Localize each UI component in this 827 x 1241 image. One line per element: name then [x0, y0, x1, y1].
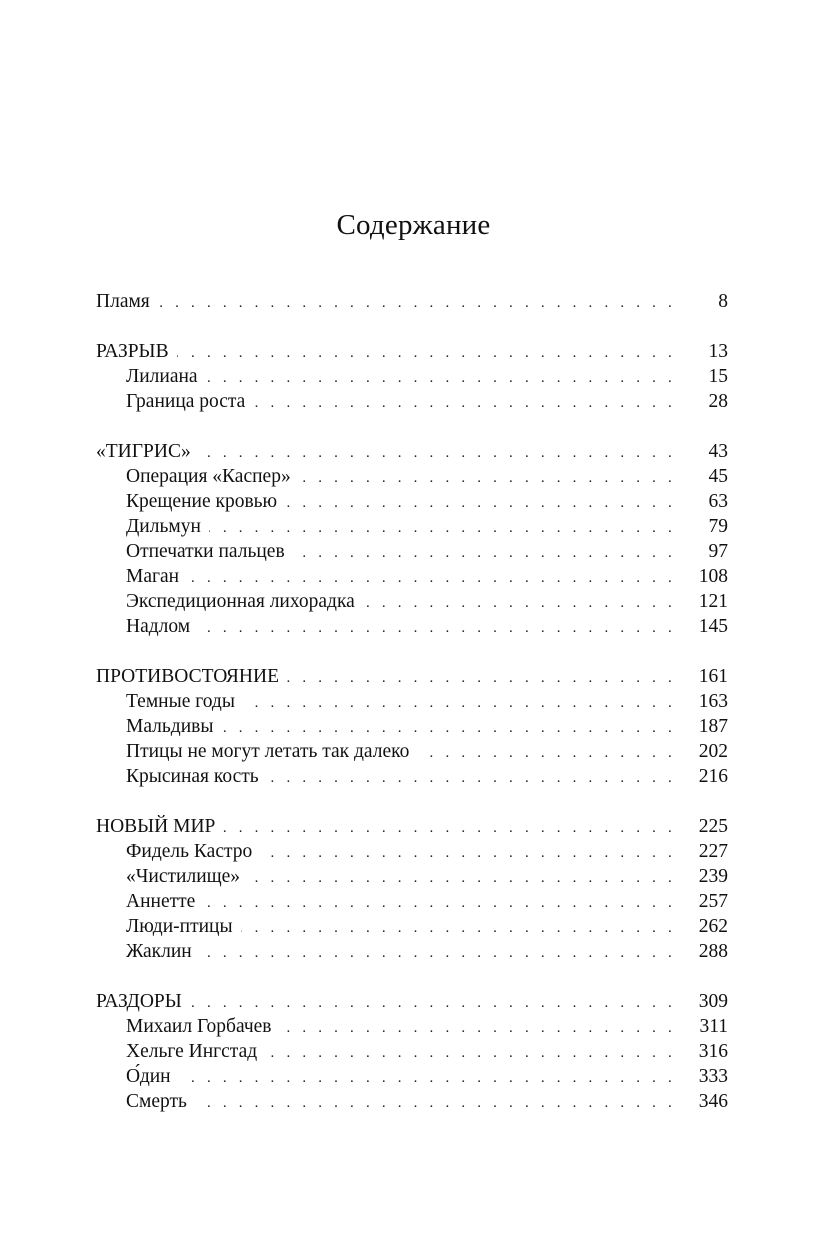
toc-entry-label: НОВЫЙ МИР — [96, 816, 216, 837]
toc-section — [96, 339, 728, 414]
toc-entry-label: Граница роста — [126, 391, 246, 412]
toc-subentry[interactable] — [96, 939, 728, 964]
toc-entry-label: Мальдивы — [126, 716, 214, 737]
page-title: Содержание — [336, 209, 491, 241]
toc-entry-label: Отпечатки пальцев — [126, 541, 285, 562]
toc-part-heading[interactable] — [96, 814, 728, 839]
dot-leader — [206, 366, 676, 391]
toc-entry-label: Хельге Ингстад — [126, 1041, 258, 1062]
toc-subentry[interactable] — [96, 564, 728, 589]
toc-subentry[interactable] — [96, 539, 728, 564]
dot-leader — [260, 841, 676, 866]
toc-entry-label: Птицы не могут летать так далеко — [126, 741, 410, 762]
toc-page-number: 346 — [698, 1091, 728, 1112]
toc-subentry[interactable] — [96, 864, 728, 889]
dot-leader — [267, 766, 676, 791]
toc-page-number: 63 — [708, 491, 728, 512]
toc-page-number: 309 — [698, 991, 728, 1012]
dot-leader — [293, 541, 676, 566]
toc-entry-label: О́дин — [126, 1066, 171, 1087]
toc-page-number: 202 — [698, 741, 728, 762]
toc-page-number: 28 — [708, 391, 728, 412]
toc-entry-label: Люди-птицы — [126, 916, 233, 937]
dot-leader — [209, 516, 676, 541]
toc-page-number: 97 — [708, 541, 728, 562]
toc-section — [96, 814, 728, 964]
toc-section — [96, 664, 728, 789]
toc-entry-label: РАЗДОРЫ — [96, 991, 182, 1012]
toc-subentry[interactable] — [96, 589, 728, 614]
toc-subentry[interactable] — [96, 839, 728, 864]
toc-entry-label: «Чистилище» — [126, 866, 241, 887]
toc-subentry[interactable] — [96, 364, 728, 389]
toc-page-number: 187 — [698, 716, 728, 737]
table-of-contents — [96, 289, 728, 1139]
toc-part-heading[interactable] — [96, 289, 728, 314]
dot-leader — [223, 816, 676, 841]
dot-leader — [190, 991, 676, 1016]
toc-page-number: 79 — [708, 516, 728, 537]
dot-leader — [199, 441, 676, 466]
dot-leader — [280, 1016, 677, 1041]
toc-part-heading[interactable] — [96, 439, 728, 464]
dot-leader — [221, 716, 676, 741]
toc-entry-label: Фидель Кастро — [126, 841, 253, 862]
toc-page-number: 316 — [698, 1041, 728, 1062]
toc-page-number: 216 — [698, 766, 728, 787]
toc-section — [96, 289, 728, 314]
toc-subentry[interactable] — [96, 1039, 728, 1064]
toc-subentry[interactable] — [96, 764, 728, 789]
toc-page-number: 262 — [698, 916, 728, 937]
toc-entry-label: Экспедиционная лихорадка — [126, 591, 355, 612]
toc-part-heading[interactable] — [96, 339, 728, 364]
dot-leader — [200, 941, 676, 966]
toc-subentry[interactable] — [96, 614, 728, 639]
toc-page-number: 239 — [698, 866, 728, 887]
toc-part-heading[interactable] — [96, 989, 728, 1014]
toc-page-number: 227 — [698, 841, 728, 862]
dot-leader — [285, 491, 676, 516]
toc-page-number: 15 — [708, 366, 728, 387]
toc-subentry[interactable] — [96, 1014, 728, 1039]
toc-section — [96, 989, 728, 1114]
dot-leader — [203, 891, 676, 916]
dot-leader — [248, 866, 676, 891]
toc-page-number: 13 — [708, 341, 728, 362]
toc-entry-label: Аннетте — [126, 891, 196, 912]
dot-leader — [241, 916, 676, 941]
toc-entry-label: Надлом — [126, 616, 191, 637]
toc-entry-label: «ТИГРИС» — [96, 441, 191, 462]
dot-leader — [287, 666, 676, 691]
toc-page-number: 161 — [698, 666, 728, 687]
toc-subentry[interactable] — [96, 889, 728, 914]
toc-entry-label: Темные годы — [126, 691, 235, 712]
toc-subentry[interactable] — [96, 714, 728, 739]
dot-leader — [253, 391, 676, 416]
toc-subentry[interactable] — [96, 689, 728, 714]
toc-entry-label: Крещение кровью — [126, 491, 278, 512]
toc-page-number: 311 — [699, 1016, 728, 1037]
dot-leader — [177, 341, 676, 366]
toc-subentry[interactable] — [96, 1089, 728, 1114]
dot-leader — [187, 566, 676, 591]
toc-entry-label: Смерть — [126, 1091, 187, 1112]
toc-entry-label: Маган — [126, 566, 180, 587]
dot-leader — [265, 1041, 676, 1066]
toc-entry-label: Операция «Каспер» — [126, 466, 291, 487]
dot-leader — [243, 691, 676, 716]
toc-section — [96, 439, 728, 639]
dot-leader — [195, 1091, 676, 1116]
toc-entry-label: Дильмун — [126, 516, 201, 537]
dot-leader — [417, 741, 676, 766]
toc-page-number: 257 — [698, 891, 728, 912]
toc-entry-label: Пламя — [96, 291, 150, 312]
toc-entry-label: Михаил Горбачев — [126, 1016, 272, 1037]
toc-subentry[interactable] — [96, 489, 728, 514]
toc-page-number: 145 — [698, 616, 728, 637]
toc-part-heading[interactable] — [96, 664, 728, 689]
toc-page-number: 45 — [708, 466, 728, 487]
toc-entry-label: Жаклин — [126, 941, 192, 962]
toc-subentry[interactable] — [96, 464, 728, 489]
dot-leader — [299, 466, 676, 491]
toc-entry-label: РАЗРЫВ — [96, 341, 169, 362]
toc-page-number: 108 — [698, 566, 728, 587]
toc-entry-label: Крысиная кость — [126, 766, 259, 787]
toc-subentry[interactable] — [96, 1064, 728, 1089]
dot-leader — [198, 616, 676, 641]
dot-leader — [179, 1066, 676, 1091]
toc-page-number: 121 — [698, 591, 728, 612]
toc-page-number: 8 — [718, 291, 728, 312]
toc-entry-label: ПРОТИВОСТОЯНИЕ — [96, 666, 279, 687]
toc-entry-label: Лилиана — [126, 366, 198, 387]
toc-page-number: 163 — [698, 691, 728, 712]
toc-page-number: 225 — [698, 816, 728, 837]
toc-subentry[interactable] — [96, 514, 728, 539]
dot-leader — [363, 591, 676, 616]
toc-page-number: 333 — [698, 1066, 728, 1087]
toc-subentry[interactable] — [96, 389, 728, 414]
toc-subentry[interactable] — [96, 739, 728, 764]
dot-leader — [158, 291, 676, 316]
toc-page-number: 288 — [698, 941, 728, 962]
toc-page-number: 43 — [708, 441, 728, 462]
toc-subentry[interactable] — [96, 914, 728, 939]
